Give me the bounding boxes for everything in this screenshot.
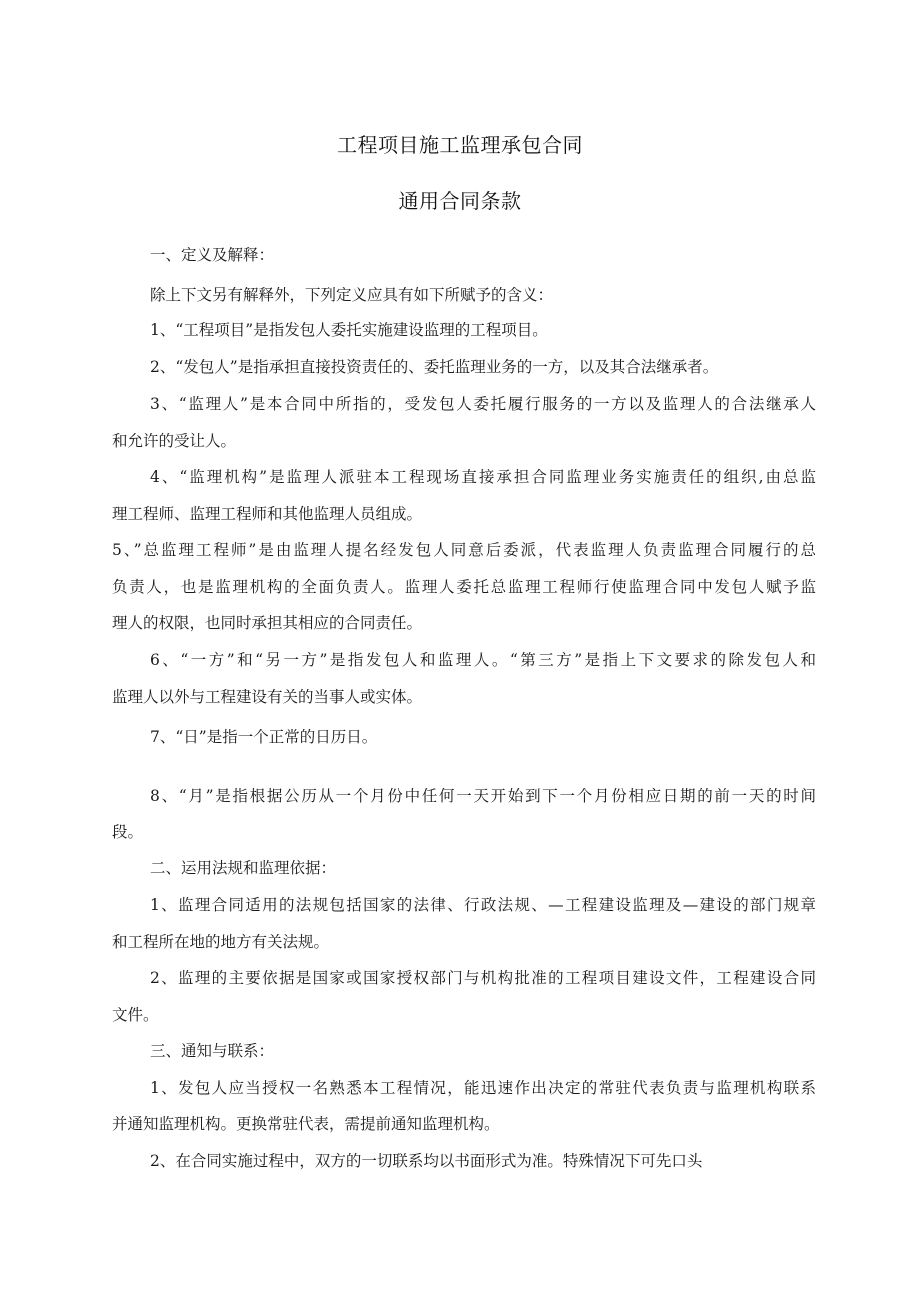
paragraph-line: 8、“月”是指根据公历从一个月份中任何一天开始到下一个月份相应日期的前一天的时间	[150, 787, 816, 805]
document-title: 工程项目施工监理承包合同	[337, 133, 583, 157]
paragraph-line: 7、“日”是指一个正常的日历日。	[150, 728, 378, 746]
paragraph-line: 2、在合同实施过程中，双方的一切联系均以书面形式为准。特殊情况下可先口头	[150, 1152, 703, 1170]
section-heading-notification: 三、通知与联系：	[150, 1042, 275, 1060]
paragraph-line: 2、监理的主要依据是国家或国家授权部门与机构批准的工程项目建设文件，工程建设合同	[150, 969, 816, 987]
paragraph-line: 文件。	[112, 1006, 159, 1024]
paragraph-line: 2、“发包人”是指承担直接投资责任的、委托监理业务的一方，以及其合法继承者。	[150, 358, 719, 376]
section-heading-definitions: 一、定义及解释：	[150, 246, 275, 264]
document-subtitle: 通用合同条款	[398, 189, 522, 213]
paragraph-line: 并通知监理机构。更换常驻代表，需提前通知监理机构。	[112, 1115, 500, 1133]
paragraph-line: 3、“监理人”是本合同中所指的，受发包人委托履行服务的一方以及监理人的合法继承人	[150, 395, 816, 413]
paragraph-line: 1、“工程项目”是指发包人委托实施建设监理的工程项目。	[150, 321, 548, 339]
paragraph-line: 监理人以外与工程建设有关的当事人或实体。	[112, 688, 423, 706]
paragraph-line: 理人的权限，也同时承担其相应的合同责任。	[112, 614, 423, 632]
paragraph-line: 6、“一方”和“另一方”是指发包人和监理人。“第三方”是指上下文要求的除发包人和	[150, 651, 816, 669]
paragraph-line: 5、”总监理工程师”是由监理人提名经发包人同意后委派，代表监理人负责监理合同履行的总	[112, 541, 816, 559]
paragraph-line: 理工程师、监理工程师和其他监理人员组成。	[112, 505, 423, 523]
paragraph-line: 1、发包人应当授权一名熟悉本工程情况，能迅速作出决定的常驻代表负责与监理机构联系	[150, 1079, 816, 1097]
paragraph-line: 4、“监理机构”是监理人派驻本工程现场直接承担合同监理业务实施责任的组织,由总监	[150, 468, 816, 486]
paragraph-line: 和允许的受让人。	[112, 432, 237, 450]
paragraph-line: 除上下文另有解释外，下列定义应具有如下所赋予的含义：	[150, 286, 554, 304]
paragraph-line: 1、监理合同适用的法规包括国家的法律、行政法规、—工程建设监理及—建设的部门规章	[150, 896, 816, 914]
paragraph-line: 负责人，也是监理机构的全面负责人。监理人委托总监理工程师行使监理合同中发包人赋予监	[112, 578, 816, 596]
section-heading-regulations: 二、运用法规和监理依据：	[150, 859, 337, 877]
paragraph-line: 和工程所在地的地方有关法规。	[112, 933, 330, 951]
paragraph-line: 段。	[112, 823, 144, 841]
